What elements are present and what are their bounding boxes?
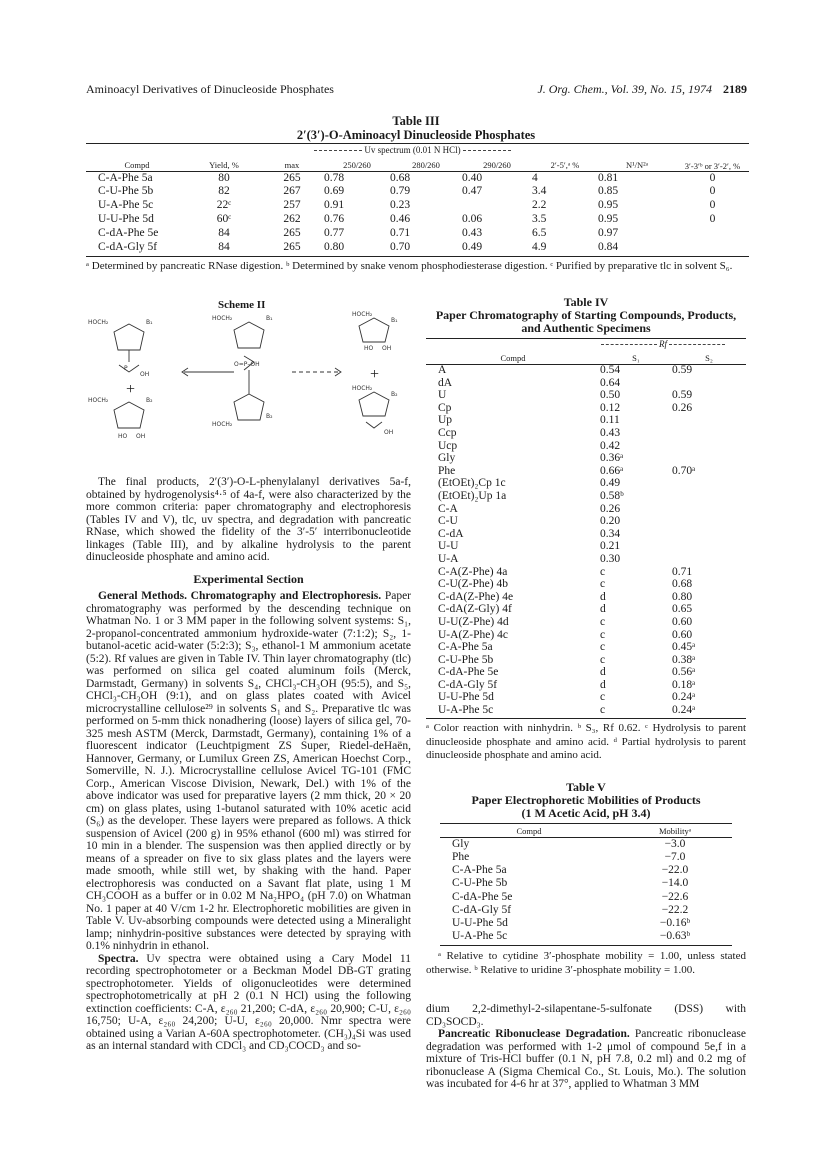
table3-col-max: max	[284, 159, 300, 170]
table3-row	[86, 171, 749, 185]
table-cell-value	[672, 528, 746, 541]
paragraph-dss: dium 2,2-dimethyl-2-silapentane-5-sulfonate (DSS) with CD₃SOCD₃.	[426, 1003, 746, 1028]
table5-body	[440, 838, 732, 944]
table-cell-compound: C-dA-Gly 5f	[452, 903, 512, 916]
table-cell-value: 0.68	[390, 171, 411, 184]
table-cell-value: 257	[283, 199, 301, 212]
table-cell-value: 0.38ᵃ	[672, 653, 696, 666]
table4-row	[426, 691, 746, 704]
pancreatic-text: Pancreatic ribonuclease degradation was performed with 1-2 μmol of compound 5e,f in a mixture of Tris-HCl buffer (0.1 N, pH 7.8, 0.2 ml) and 0.2 mg of ribonuclease A (Sigma Chemical Co., St. Louis, Mo.). The solution was incubated for 4-6 hr at 37°, applied to Whatman 3 MM	[426, 1028, 747, 1090]
table-cell-value: 0.97	[598, 226, 619, 239]
table-cell-value: 84	[218, 226, 230, 239]
table-cell-value: 0	[709, 185, 716, 198]
svg-text:HOCH₂: HOCH₂	[88, 319, 109, 326]
table5-row	[440, 903, 732, 916]
table5-footnote: ᵃ Relative to cytidine 3′-phosphate mobility = 1.00, unless stated otherwise. ᵇ Relative to uridine 3′-phosphate mobility = 1.00.	[426, 950, 746, 976]
table5-title-line1: Paper Electrophoretic Mobilities of Products	[471, 793, 701, 807]
svg-text:OH: OH	[382, 345, 392, 352]
table5-row	[440, 930, 732, 943]
table-cell-compound: U-A-Phe 5c	[98, 199, 154, 212]
table-cell-compound: C-dA-Phe 5e	[452, 890, 513, 903]
table4-row	[426, 364, 746, 377]
table-cell-value: d	[600, 603, 606, 616]
table-cell-value: 0.58ᵇ	[600, 489, 624, 502]
table3-header-row	[86, 150, 749, 171]
table-cell-value: 0.30	[600, 552, 621, 565]
table-cell-value: c	[600, 641, 606, 654]
table-cell-compound: C-A-Phe 5a	[438, 641, 493, 654]
table-cell-compound: C-U-Phe 5b	[438, 653, 494, 666]
table-cell-value: 0.77	[324, 226, 345, 239]
table-cell-compound: C-U-Phe 5b	[98, 185, 154, 198]
table4-row	[426, 566, 746, 579]
table3-top-rule	[86, 143, 749, 144]
table4-row	[426, 503, 746, 516]
table-cell-value: 0.64	[600, 376, 621, 389]
table4-row	[426, 679, 746, 692]
table-cell-value: 2.2	[532, 199, 547, 212]
table4-row	[426, 540, 746, 553]
table-cell-value: d	[600, 678, 606, 691]
table-cell-compound: U-U-Phe 5d	[438, 691, 494, 704]
table4-col-s2: S₂	[705, 352, 713, 363]
table-cell-compound: U	[438, 389, 447, 402]
table-cell-value: 0.95	[598, 213, 619, 226]
table-cell-value	[672, 490, 746, 503]
table-cell-value: 0.56ᵃ	[672, 666, 696, 679]
table-cell-value: 0.23	[390, 199, 411, 212]
table5-row	[440, 917, 732, 930]
table4-row	[426, 490, 746, 503]
table4-row	[426, 528, 746, 541]
table4-bottom-rule	[426, 718, 746, 719]
table3-body	[86, 171, 749, 254]
table-cell-value: 262	[283, 213, 301, 226]
table-cell-value	[672, 503, 746, 516]
table5-header-row	[440, 825, 732, 838]
table5-title-line2: (1 M Acetic Acid, pH 3.4)	[521, 806, 651, 820]
table-cell-value: 0.91	[324, 199, 345, 212]
table-cell-compound: Cp	[438, 401, 452, 414]
spectra-lead: Spectra.	[98, 952, 139, 965]
table-cell-compound: C-A(Z-Phe) 4a	[438, 565, 508, 578]
left-column-text	[86, 476, 411, 1053]
svg-text:B₂: B₂	[391, 391, 398, 398]
table-cell-value: 0.78	[324, 171, 345, 184]
table-cell-compound: Ucp	[438, 439, 458, 452]
table5-row	[440, 877, 732, 890]
table-cell-compound: C-U	[438, 515, 458, 528]
svg-text:P: P	[124, 365, 128, 372]
table-cell-compound: C-dA-Gly 5f	[98, 240, 158, 253]
paragraph-pancreatic	[426, 1028, 746, 1091]
table-cell-value: 0.80	[672, 590, 693, 603]
table4-row	[426, 465, 746, 478]
table-cell-value: 0.26	[600, 502, 621, 515]
table5-row	[440, 838, 732, 851]
svg-text:HOCH₂: HOCH₂	[352, 385, 373, 392]
table3-col-33: 3′-3′ᵇ or 3′-2′, %	[684, 161, 741, 171]
table-cell-value: 0.54	[600, 364, 621, 377]
table4-row	[426, 578, 746, 591]
table-cell-compound: (EtOEt)₂Cp 1c	[438, 477, 506, 490]
table-cell-value: c	[600, 578, 606, 591]
phosphate-2	[366, 422, 382, 428]
ribose-ring-2	[114, 402, 144, 428]
table-cell-value: −0.16ᵇ	[659, 916, 691, 929]
table3-col-yield: Yield, %	[209, 159, 239, 170]
table3-col-25: 2′-5′,ᵃ %	[550, 159, 580, 170]
table3-row	[86, 185, 749, 199]
paragraph-spectra	[86, 953, 411, 1053]
table5-number: Table V	[566, 780, 606, 794]
table3-footnote: ᵃ Determined by pancreatic RNase digestion. ᵇ Determined by snake venom phosphodiesterase digestion. ᶜ Purified by preparative tlc in solvent S₆.	[86, 260, 733, 272]
running-title: Aminoacyl Derivatives of Dinucleoside Phosphates	[86, 82, 334, 96]
table4-col-compd: Compd	[500, 352, 526, 363]
table5	[440, 825, 732, 943]
table5-row	[440, 890, 732, 903]
table4-row	[426, 628, 746, 641]
table-cell-value: 3.4	[532, 185, 547, 198]
table-cell-compound: C-A-Phe 5a	[452, 864, 507, 877]
table-cell-compound: Ccp	[438, 427, 457, 440]
paragraph-methods	[86, 590, 411, 953]
table4-heading	[426, 296, 746, 335]
table4-header-row	[426, 350, 746, 364]
table4-title: Paper Chromatography of Starting Compounds, Products, and Authentic Specimens	[435, 308, 737, 335]
table-cell-value: 0.50	[600, 389, 621, 402]
table-cell-value: 0.70ᵃ	[672, 464, 696, 477]
table-cell-value: 0	[709, 199, 716, 212]
table3	[86, 150, 749, 254]
pancreatic-lead: Pancreatic Ribonuclease Degradation.	[438, 1028, 630, 1040]
table-cell-value: d	[600, 666, 606, 679]
table-cell-value: c	[600, 628, 606, 641]
table4-row	[426, 666, 746, 679]
table-cell-value: 0.66ᵃ	[600, 464, 624, 477]
table-cell-value	[672, 414, 746, 427]
table-cell-value: c	[600, 704, 606, 717]
table-cell-value: 265	[283, 171, 301, 184]
table4-row	[426, 477, 746, 490]
svg-text:HOCH₂: HOCH₂	[88, 397, 109, 404]
table-cell-value: 0.36ᵃ	[600, 452, 624, 465]
table-cell-value: 6.5	[532, 226, 547, 239]
table4-row	[426, 440, 746, 453]
table-cell-value: 0.59	[672, 389, 693, 402]
table5-col-compd: Compd	[516, 826, 542, 836]
table-cell-value: 0.47	[462, 185, 483, 198]
table-cell-value	[672, 440, 746, 453]
table4-row	[426, 704, 746, 717]
table3-col-n1n2: N¹/N²ᵃ	[625, 159, 649, 170]
table-cell-value: 3.5	[532, 213, 547, 226]
table-cell-compound: C-A-Phe 5a	[98, 171, 153, 184]
table-cell-value: 0.79	[390, 185, 411, 198]
table-cell-value: −0.63ᵇ	[659, 930, 691, 943]
table-cell-value: 80	[218, 171, 230, 184]
table-cell-value: 60ᶜ	[216, 213, 232, 226]
table-cell-value: 4	[532, 171, 538, 184]
table3-bottom-rule	[86, 256, 749, 257]
table4-row	[426, 515, 746, 528]
table-cell-value: 0.60	[672, 615, 693, 628]
table-cell-compound: U-A-Phe 5c	[438, 704, 494, 717]
journal-citation	[537, 82, 747, 97]
table4-row	[426, 402, 746, 415]
table-cell-value: 0.21	[600, 540, 621, 553]
table-cell-value: 0.49	[462, 240, 483, 253]
table-cell-value: 0.69	[324, 185, 345, 198]
plus-sign-left: +	[126, 381, 136, 398]
table-cell-value: 0.42	[600, 439, 621, 452]
table4-number: Table IV	[563, 295, 609, 309]
svg-text:OH: OH	[140, 371, 150, 378]
table-cell-value: 0.46	[390, 213, 411, 226]
table5-row	[440, 864, 732, 877]
scheme-label: Scheme II	[218, 299, 266, 311]
paragraph-intro: The final products, 2′(3′)-O-L-phenylalanyl derivatives 5a-f, obtained by hydrogenolysis⁴·⁵ of 4a-f, were also characterized by the more common criteria: paper chromatography and electrophoresis (Tables IV and V), tlc, uv spectra, and degradation with pancreatic RNase, which showed the fidelity of the 3′-5′ interribonucleotide linkages (Table III), and by alkaline hydrolysis to the parent dinucleoside phosphate and amino acid.	[86, 476, 411, 563]
table-cell-value: 4.9	[532, 240, 547, 253]
table3-row	[86, 240, 749, 254]
table-cell-compound: U-U(Z-Phe) 4d	[438, 615, 509, 628]
table-cell-value: 0.59	[672, 364, 693, 377]
table-cell-compound: C-dA	[438, 527, 464, 540]
spectra-text: Uv spectra were obtained using a Cary Model 11 recording spectrophotometer or a Beckman Model DB-GT grating spectrophotometer. Yields of oligonucleotides were determined spectrophotometrically at pH 2 (0.1 N HCl) using the following extinction coefficients: C-A, ε₂₆₀ 21,200; C-dA, ε₂₆₀ 20,900; C-U, ε₂₆₀ 16,750; U-A, ε₂₆₀ 24,200; U-U, ε₂₆₀ 20,000. Nmr spectra were obtained using a Varian A-60A spectrophotometer. (CH₃)₄Si was used as an internal standard with CDCl₃ and CD₃COCD₃ and so-	[86, 952, 411, 1052]
svg-text:O=P–OH: O=P–OH	[234, 361, 260, 368]
svg-text:B₁: B₁	[146, 319, 153, 326]
table-cell-value	[676, 240, 749, 254]
table-cell-value: −22.0	[661, 864, 689, 877]
table4-body	[426, 364, 746, 717]
methods-lead: General Methods. Chromatography and Electrophoresis.	[98, 590, 382, 602]
table5-top-rule	[440, 823, 732, 824]
table4-row	[426, 389, 746, 402]
table-cell-compound: U-U-Phe 5d	[452, 916, 508, 929]
table-cell-compound: Gly	[438, 452, 456, 465]
table-cell-value: 0.24ᵃ	[672, 691, 696, 704]
table5-col-mobility: Mobilityᵃ	[658, 826, 692, 836]
table-cell-compound: (EtOEt)₂Up 1a	[438, 489, 507, 502]
table3-col-280: 280/260	[412, 159, 440, 170]
svg-text:B₁: B₁	[266, 315, 273, 322]
svg-text:B₂: B₂	[266, 413, 273, 420]
table-cell-value: c	[600, 565, 606, 578]
ribose-ring-3	[234, 322, 264, 348]
table-cell-value	[462, 199, 532, 213]
table-cell-value: 0.84	[598, 240, 619, 253]
table-cell-value: 0.81	[598, 171, 619, 184]
table3-row	[86, 226, 749, 240]
table-cell-value: 0.95	[598, 199, 619, 212]
svg-text:HO: HO	[364, 345, 374, 352]
table-cell-value: 0.26	[672, 401, 693, 414]
table4-group-label: Rf	[659, 339, 667, 349]
table-cell-value: 0.71	[672, 565, 693, 578]
table-cell-value: 267	[283, 185, 301, 198]
table-cell-value: 22ᶜ	[216, 199, 232, 212]
table4-row	[426, 616, 746, 629]
table-cell-value: 0.85	[598, 185, 619, 198]
table-cell-value: −22.2	[661, 903, 689, 916]
table-cell-value	[672, 553, 746, 566]
table3-title: 2′(3′)-O-Aminoacyl Dinucleoside Phosphates	[296, 128, 536, 142]
table-cell-value: 0.20	[600, 515, 621, 528]
table-cell-value	[672, 427, 746, 440]
svg-text:HOCH₂: HOCH₂	[212, 421, 233, 428]
table-cell-compound: C-A	[438, 502, 458, 515]
table-cell-value: −14.0	[661, 877, 689, 890]
table3-col-compd: Compd	[124, 159, 150, 170]
table-cell-value	[672, 477, 746, 490]
table4-group-header	[580, 339, 746, 349]
table-cell-value: 0.18ᵃ	[672, 678, 696, 691]
table-cell-value	[672, 452, 746, 465]
table-cell-value: 0	[709, 171, 716, 184]
table5-heading	[426, 781, 746, 820]
table-cell-value: 0.24ᵃ	[672, 704, 696, 717]
table-cell-compound: dA	[438, 376, 453, 389]
table-cell-value: 0.65	[672, 603, 693, 616]
table4-row	[426, 377, 746, 390]
table-cell-value	[676, 226, 749, 240]
table3-row	[86, 199, 749, 213]
table-cell-value: c	[600, 653, 606, 666]
table-cell-compound: U-U-Phe 5d	[98, 213, 154, 226]
dash-left	[601, 344, 657, 345]
table-cell-value: 0.45ᵃ	[672, 641, 696, 654]
dash-right	[669, 344, 725, 345]
table3-number: Table III	[392, 114, 440, 128]
table-cell-value: 0.06	[462, 213, 483, 226]
table-cell-compound: C-U-Phe 5b	[452, 877, 508, 890]
table-cell-compound: Phe	[452, 851, 470, 864]
table-cell-value: −22.6	[661, 890, 689, 903]
table-cell-compound: U-A-Phe 5c	[452, 930, 508, 943]
table-cell-compound: Gly	[452, 837, 470, 850]
table-cell-value: 0	[709, 213, 716, 226]
table-cell-value: 0.70	[390, 240, 411, 253]
ribose-ring-6	[359, 392, 389, 416]
table-cell-value: c	[600, 615, 606, 628]
table-cell-value: −3.0	[664, 837, 686, 850]
table-cell-value: −7.0	[664, 851, 686, 864]
svg-text:B₁: B₁	[391, 317, 398, 324]
table-cell-compound: C-dA(Z-Phe) 4e	[438, 590, 514, 603]
table-cell-value: 0.12	[600, 401, 621, 414]
table-cell-value: c	[600, 691, 606, 704]
methods-text: Paper chromatography was performed by the descending technique on Whatman No. 1 or 3 MM paper in the following solvent systems: S₁, 2-propanol-concentrated ammonium hydroxide-water (7:1:2); S₂, 1-butanol-acetic acid-water (5:2:3); S₃, ethanol-1 M ammonium acetate (5:2). Rf values are given in Table IV. Thin layer chromatography (tlc) was performed on silica gel coated aluminum foils (Merck, Darmstadt, Germany) in solvents S₄, CHCl₃-CH₃OH (95:5), and S₅, CHCl₃-CH₃OH (9:1), and on glass plates coated with Avicel microcrystalline cellulose²⁹ in solvents S₁ and S₂. Preparative tlc was performed on 5-mm thick nonadhering (loose) layers of silica gel, 70-325 mesh ASTM (Merck, Darmstadt, Germany), containing 1% of a fluorescent indicator (Leuchtpigment ZS Super, Riedel-deHaën, Hannover, Germany, or Lumilux Green ZS, American Hoechst Corp., Somerville, N. J.). Microcrystalline cellulose Avicel TG-101 (FMC Corp., American Viscose Division, Newark, Del.) with 1% of the above indicator was used for preparative layers (2 mm thick, 20 × 20 cm) on glass plates, using 1-butanol saturated with 10% acetic acid (S₆) as the developer. These layers were prepared as follows. A thick suspension of Avicel (200 g) in 95% ethanol (600 ml) was stirred for 10 min in a blender. The suspension was then applied directly or by means of a spreader on five to six glass plates and the layers were made smooth, while still wet, by shaking with the hand. Paper electrophoresis was conducted on a Savant flat plate, using 1 M CH₃COOH as a buffer or in 0.02 M Na₂HPO₄ (pH 7.0) on Whatman No. 1 paper at 40 V/cm 1-2 hr. Electrophoretic mobilities are given in Table V. Uv-absorbing compounds were detected using a Mineralight lamp; ninhydrin-positive substances were detected by spraying with 0.1% ninhydrin in ethanol.	[86, 590, 412, 952]
table-cell-value: 0.43	[462, 226, 483, 239]
svg-text:HO: HO	[118, 433, 128, 440]
table-cell-compound: A	[438, 364, 447, 377]
table-cell-value: 0.68	[672, 578, 693, 591]
table4-row	[426, 603, 746, 616]
table-cell-compound: C-U(Z-Phe) 4b	[438, 578, 508, 591]
table-cell-value: 265	[283, 240, 301, 253]
table4-row	[426, 641, 746, 654]
table3-col-250: 250/260	[343, 159, 371, 170]
table3-heading	[86, 114, 746, 142]
table-cell-value: 0.80	[324, 240, 345, 253]
table4	[426, 350, 746, 717]
table-cell-value: 0.34	[600, 527, 621, 540]
svg-text:OH: OH	[384, 429, 394, 436]
ribose-ring-1	[114, 324, 144, 350]
table-cell-compound: Up	[438, 414, 453, 427]
table4-row	[426, 591, 746, 604]
table-cell-value	[672, 377, 746, 390]
table-cell-compound: C-dA-Gly 5f	[438, 678, 498, 691]
svg-text:B₂: B₂	[146, 397, 153, 404]
table-cell-compound: C-dA(Z-Gly) 4f	[438, 603, 512, 616]
table-cell-value: 82	[218, 185, 230, 198]
page-number: 2189	[723, 82, 747, 96]
ribose-ring-4	[234, 394, 264, 420]
svg-text:OH: OH	[136, 433, 146, 440]
table-cell-value: d	[600, 590, 606, 603]
table-cell-value	[672, 515, 746, 528]
table4-row	[426, 414, 746, 427]
ribose-ring-5	[359, 318, 389, 342]
table4-col-s1: S₁	[632, 352, 640, 363]
table3-group-label: Uv spectrum (0.01 N HCl)	[364, 145, 461, 155]
table-cell-value: 0.71	[390, 226, 411, 239]
table3-row	[86, 212, 749, 226]
table-cell-value: 84	[218, 240, 230, 253]
table-cell-value: 0.11	[600, 414, 620, 427]
table4-row	[426, 654, 746, 667]
table-cell-value: 0.60	[672, 628, 693, 641]
table-cell-value: 0.49	[600, 477, 621, 490]
table-cell-value: 265	[283, 226, 301, 239]
table3-col-290: 290/260	[483, 159, 511, 170]
table5-bottom-rule	[440, 945, 732, 946]
table-cell-compound: C-dA-Phe 5e	[98, 226, 159, 239]
table-cell-value: 0.76	[324, 213, 345, 226]
svg-text:HOCH₂: HOCH₂	[212, 315, 233, 322]
table5-row	[440, 851, 732, 864]
table-cell-compound: U-U	[438, 540, 459, 553]
journal-name: J. Org. Chem., Vol. 39, No. 15, 1974	[537, 82, 712, 96]
table-cell-compound: C-dA-Phe 5e	[438, 666, 499, 679]
table4-row	[426, 452, 746, 465]
table4-row	[426, 553, 746, 566]
plus-sign-right: +	[370, 366, 380, 383]
table4-footnote: ᵃ Color reaction with ninhydrin. ᵇ S₃, Rf 0.62. ᶜ Hydrolysis to parent dinucleoside phosphate and amino acid. ᵈ Partial hydrolysis to parent dinucleoside phosphate and amino acid.	[426, 722, 746, 761]
experimental-section-heading: Experimental Section	[193, 571, 304, 586]
table-cell-value: 0.43	[600, 427, 621, 440]
right-column-text	[426, 1003, 746, 1091]
table-cell-value: 0.40	[462, 171, 483, 184]
table-cell-compound: U-A(Z-Phe) 4c	[438, 628, 508, 641]
table-cell-compound: U-A	[438, 552, 459, 565]
table4-row	[426, 427, 746, 440]
svg-text:HOCH₂: HOCH₂	[352, 311, 373, 318]
phosphate-1	[119, 365, 139, 372]
table-cell-compound: Phe	[438, 464, 456, 477]
table-cell-value	[672, 540, 746, 553]
